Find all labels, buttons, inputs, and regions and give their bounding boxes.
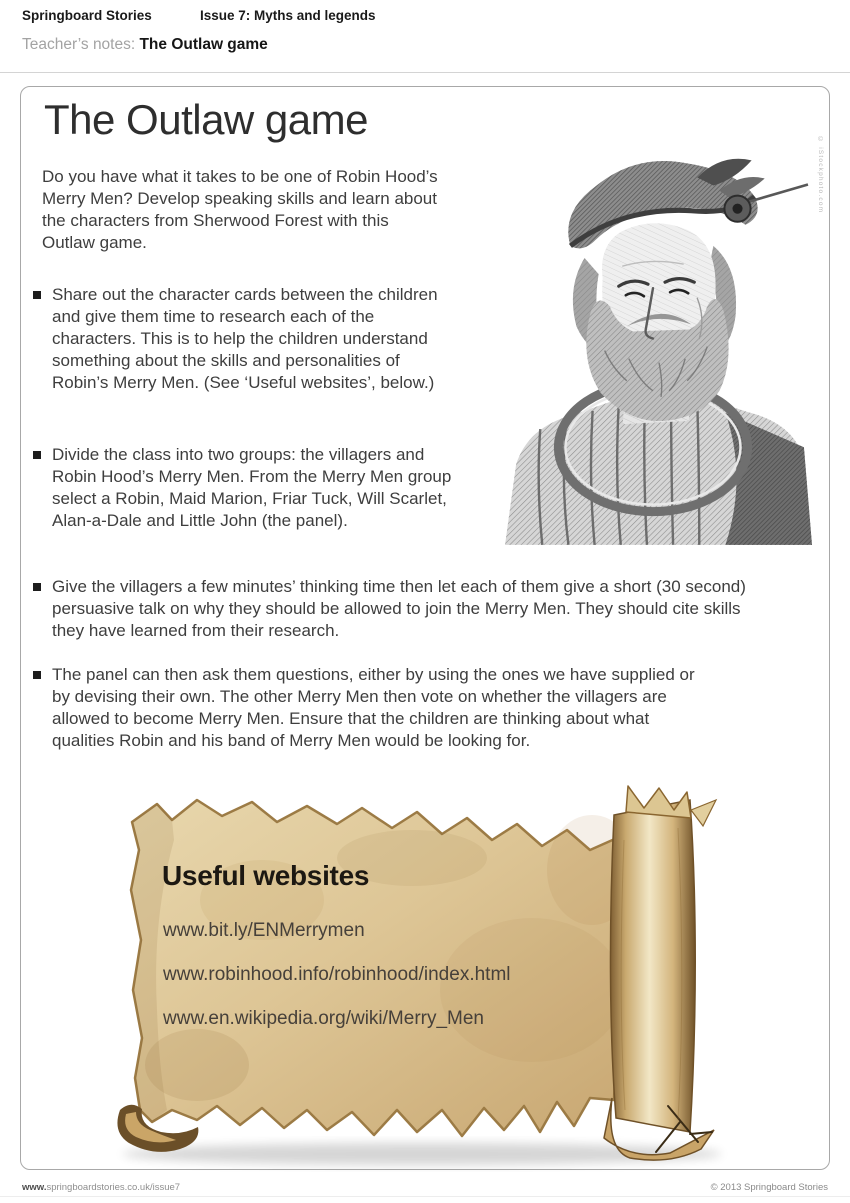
website-link-3[interactable]: www.en.wikipedia.org/wiki/Merry_Men xyxy=(163,1008,484,1029)
image-credit: © iStockphoto.com xyxy=(817,136,824,214)
brand-title: Springboard Stories xyxy=(22,8,152,23)
bullet-item-3: Give the villagers a few minutes’ thinking time then let each of them give a short (30 second) persuasive talk on why they should be allowed to join the Merry Men. They should cite skills they have learned from their research. xyxy=(33,576,767,642)
subtitle-line xyxy=(22,36,268,54)
notes-title: The Outlaw game xyxy=(139,36,268,53)
bullet-item-1: Share out the character cards between the children and give them time to research each of the characters. This is to help the children understand something about the skills and personalities of Robin’s Merry Men. (See ‘Useful websites’, below.) xyxy=(33,284,452,394)
robin-hood-engraving xyxy=(500,126,812,546)
footer-url-rest: springboardstories.co.uk/issue7 xyxy=(46,1182,181,1193)
bullet-item-4: The panel can then ask them questions, either by using the ones we have supplied or by devising their own. The other Merry Men then vote on whether the villagers are allowed to become Merry Men. Ensure that the children are thinking about what qualities Robin and his band of Merry Men would be looking for. xyxy=(33,664,712,752)
page-title: The Outlaw game xyxy=(44,96,368,143)
bullet-item-2: Divide the class into two groups: the villagers and Robin Hood’s Merry Men. From the Merry Men group select a Robin, Maid Marion, Friar Tuck, Will Scarlet, Alan-a-Dale and Little John (the panel). xyxy=(33,444,452,532)
footer-copyright: © 2013 Springboard Stories xyxy=(710,1182,828,1193)
footer-url[interactable] xyxy=(22,1182,180,1193)
header-divider xyxy=(0,72,850,73)
issue-label: Issue 7: Myths and legends xyxy=(200,8,376,23)
useful-websites-heading: Useful websites xyxy=(162,860,370,891)
website-link-2[interactable]: www.robinhood.info/robinhood/index.html xyxy=(163,964,511,985)
footer-divider xyxy=(0,1196,850,1197)
footer-url-prefix: www. xyxy=(22,1182,47,1193)
notes-label: Teacher’s notes: xyxy=(22,36,140,53)
website-link-1[interactable]: www.bit.ly/ENMerrymen xyxy=(163,920,365,941)
intro-paragraph: Do you have what it takes to be one of Robin Hood’s Merry Men? Develop speaking skills and learn about the characters from Sherwood Forest with this Outlaw game. xyxy=(42,167,438,252)
